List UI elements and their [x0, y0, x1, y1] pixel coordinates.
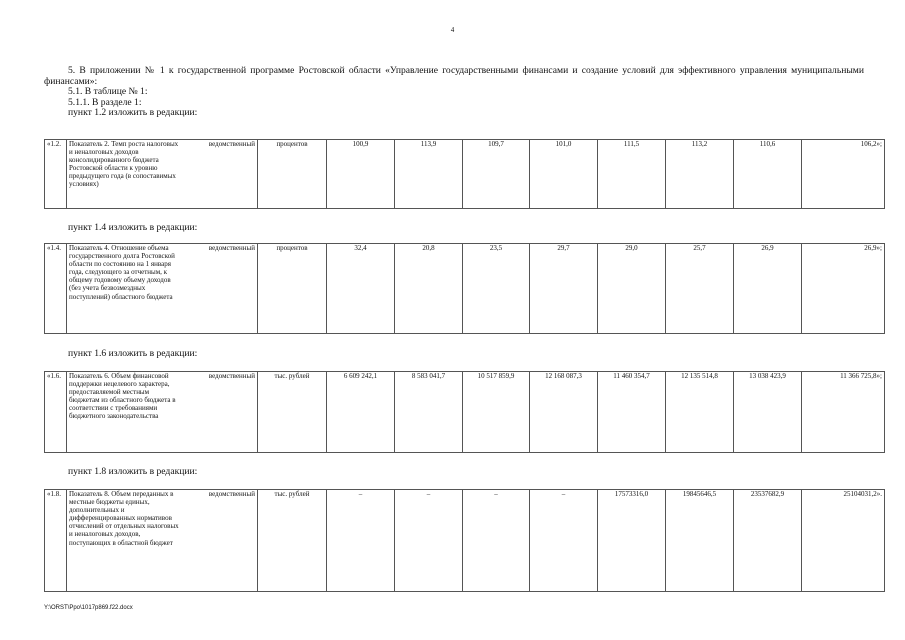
value-cell: 10 517 859,9	[463, 372, 530, 453]
value-cell: 6 609 242,1	[327, 372, 395, 453]
intro-block	[44, 66, 864, 119]
row-number: «1.8.	[45, 490, 67, 592]
label-item-1-4: пункт 1.4 изложить в редакции:	[68, 222, 198, 233]
unit-cell: тыс. рублей	[258, 372, 327, 453]
indicator-text: Показатель 8. Объем переданных в местные бюджеты единых, дополнительных и дифференцированных нормативов отчислений от отдельных налоговых и неналоговых доходов, поступающих в областной бюджет	[69, 490, 179, 547]
value-cell: 111,5	[598, 140, 666, 209]
intro-line-table: 5.1. В таблице № 1:	[68, 86, 148, 98]
value-cell: 11 460 354,7	[598, 372, 666, 453]
value-cell: 12 135 514,8	[666, 372, 734, 453]
value-cell: 26,9	[734, 244, 802, 334]
intro-line-section: 5.1.1. В разделе 1:	[68, 96, 142, 108]
value-cell: 23537682,9	[734, 490, 802, 592]
page-number: 4	[450, 26, 455, 34]
indicator-cell	[67, 490, 258, 592]
file-path-footer: Y:\ORST\Ppo\1017p869.f22.docx	[44, 605, 133, 611]
indicator-type: ведомственный	[208, 490, 255, 498]
label-item-1-8: пункт 1.8 изложить в редакции:	[68, 466, 198, 477]
row-number: «1.6.	[45, 372, 67, 453]
unit-cell: процентов	[258, 244, 327, 334]
value-cell: –	[327, 490, 395, 592]
value-cell: 25,7	[666, 244, 734, 334]
table-row-1-8	[44, 489, 885, 592]
value-cell: 19845646,5	[666, 490, 734, 592]
table-row-1-4	[44, 243, 885, 334]
indicator-cell	[67, 372, 258, 453]
indicator-text: Показатель 2. Темп роста налоговых и неналоговых доходов консолидированного бюджета Ростовской области к уровню предыдущего года (в сопоставимых условиях)	[69, 140, 179, 189]
indicator-type: ведомственный	[208, 244, 255, 252]
value-cell: 101,0	[530, 140, 598, 209]
table-row-1-6	[44, 371, 885, 453]
row-number: «1.2.	[45, 140, 67, 209]
intro-line-item: пункт 1.2 изложить в редакции:	[68, 107, 198, 119]
value-cell: 109,7	[463, 140, 530, 209]
value-cell: 106,2»;	[802, 140, 885, 209]
label-item-1-6: пункт 1.6 изложить в редакции:	[68, 348, 198, 359]
row-number: «1.4.	[45, 244, 67, 334]
value-cell: 23,5	[463, 244, 530, 334]
indicator-text: Показатель 6. Объем финансовой поддержки нецелевого характера, предоставляемой местным бюджетам из областного бюджета в соответствии с требованиями бюджетного законодательства	[69, 372, 176, 421]
value-cell: –	[530, 490, 598, 592]
value-cell: 13 038 423,9	[734, 372, 802, 453]
value-cell: 20,8	[395, 244, 463, 334]
indicator-text: Показатель 4. Отношение объема государственного долга Ростовской области по состоянию на 1 января года, следующего за отчетным, к общему годовому объему доходов (без учета безвозмездных поступлений) областного бюджета	[69, 244, 175, 301]
value-cell: 8 583 041,7	[395, 372, 463, 453]
indicator-cell	[67, 244, 258, 334]
value-cell: 32,4	[327, 244, 395, 334]
value-cell: 29,0	[598, 244, 666, 334]
value-cell: 26,9»;	[802, 244, 885, 334]
unit-cell: процентов	[258, 140, 327, 209]
unit-cell: тыс. рублей	[258, 490, 327, 592]
value-cell: 110,6	[734, 140, 802, 209]
value-cell: 17573316,0	[598, 490, 666, 592]
value-cell: 12 168 087,3	[530, 372, 598, 453]
value-cell: 113,9	[395, 140, 463, 209]
value-cell: –	[463, 490, 530, 592]
value-cell: 29,7	[530, 244, 598, 334]
value-cell: 100,9	[327, 140, 395, 209]
indicator-type: ведомственный	[208, 372, 255, 380]
indicator-cell	[67, 140, 258, 209]
indicator-type: ведомственный	[208, 140, 255, 148]
value-cell: 113,2	[666, 140, 734, 209]
table-row-1-2	[44, 139, 885, 209]
value-cell: –	[395, 490, 463, 592]
intro-paragraph: 5. В приложении № 1 к государственной программе Ростовской области «Управление государственными финансами и создание условий для эффективного управления муниципальными финансами»:	[44, 65, 864, 87]
value-cell: 11 366 725,8»;	[802, 372, 885, 453]
value-cell: 25104031,2».	[802, 490, 885, 592]
